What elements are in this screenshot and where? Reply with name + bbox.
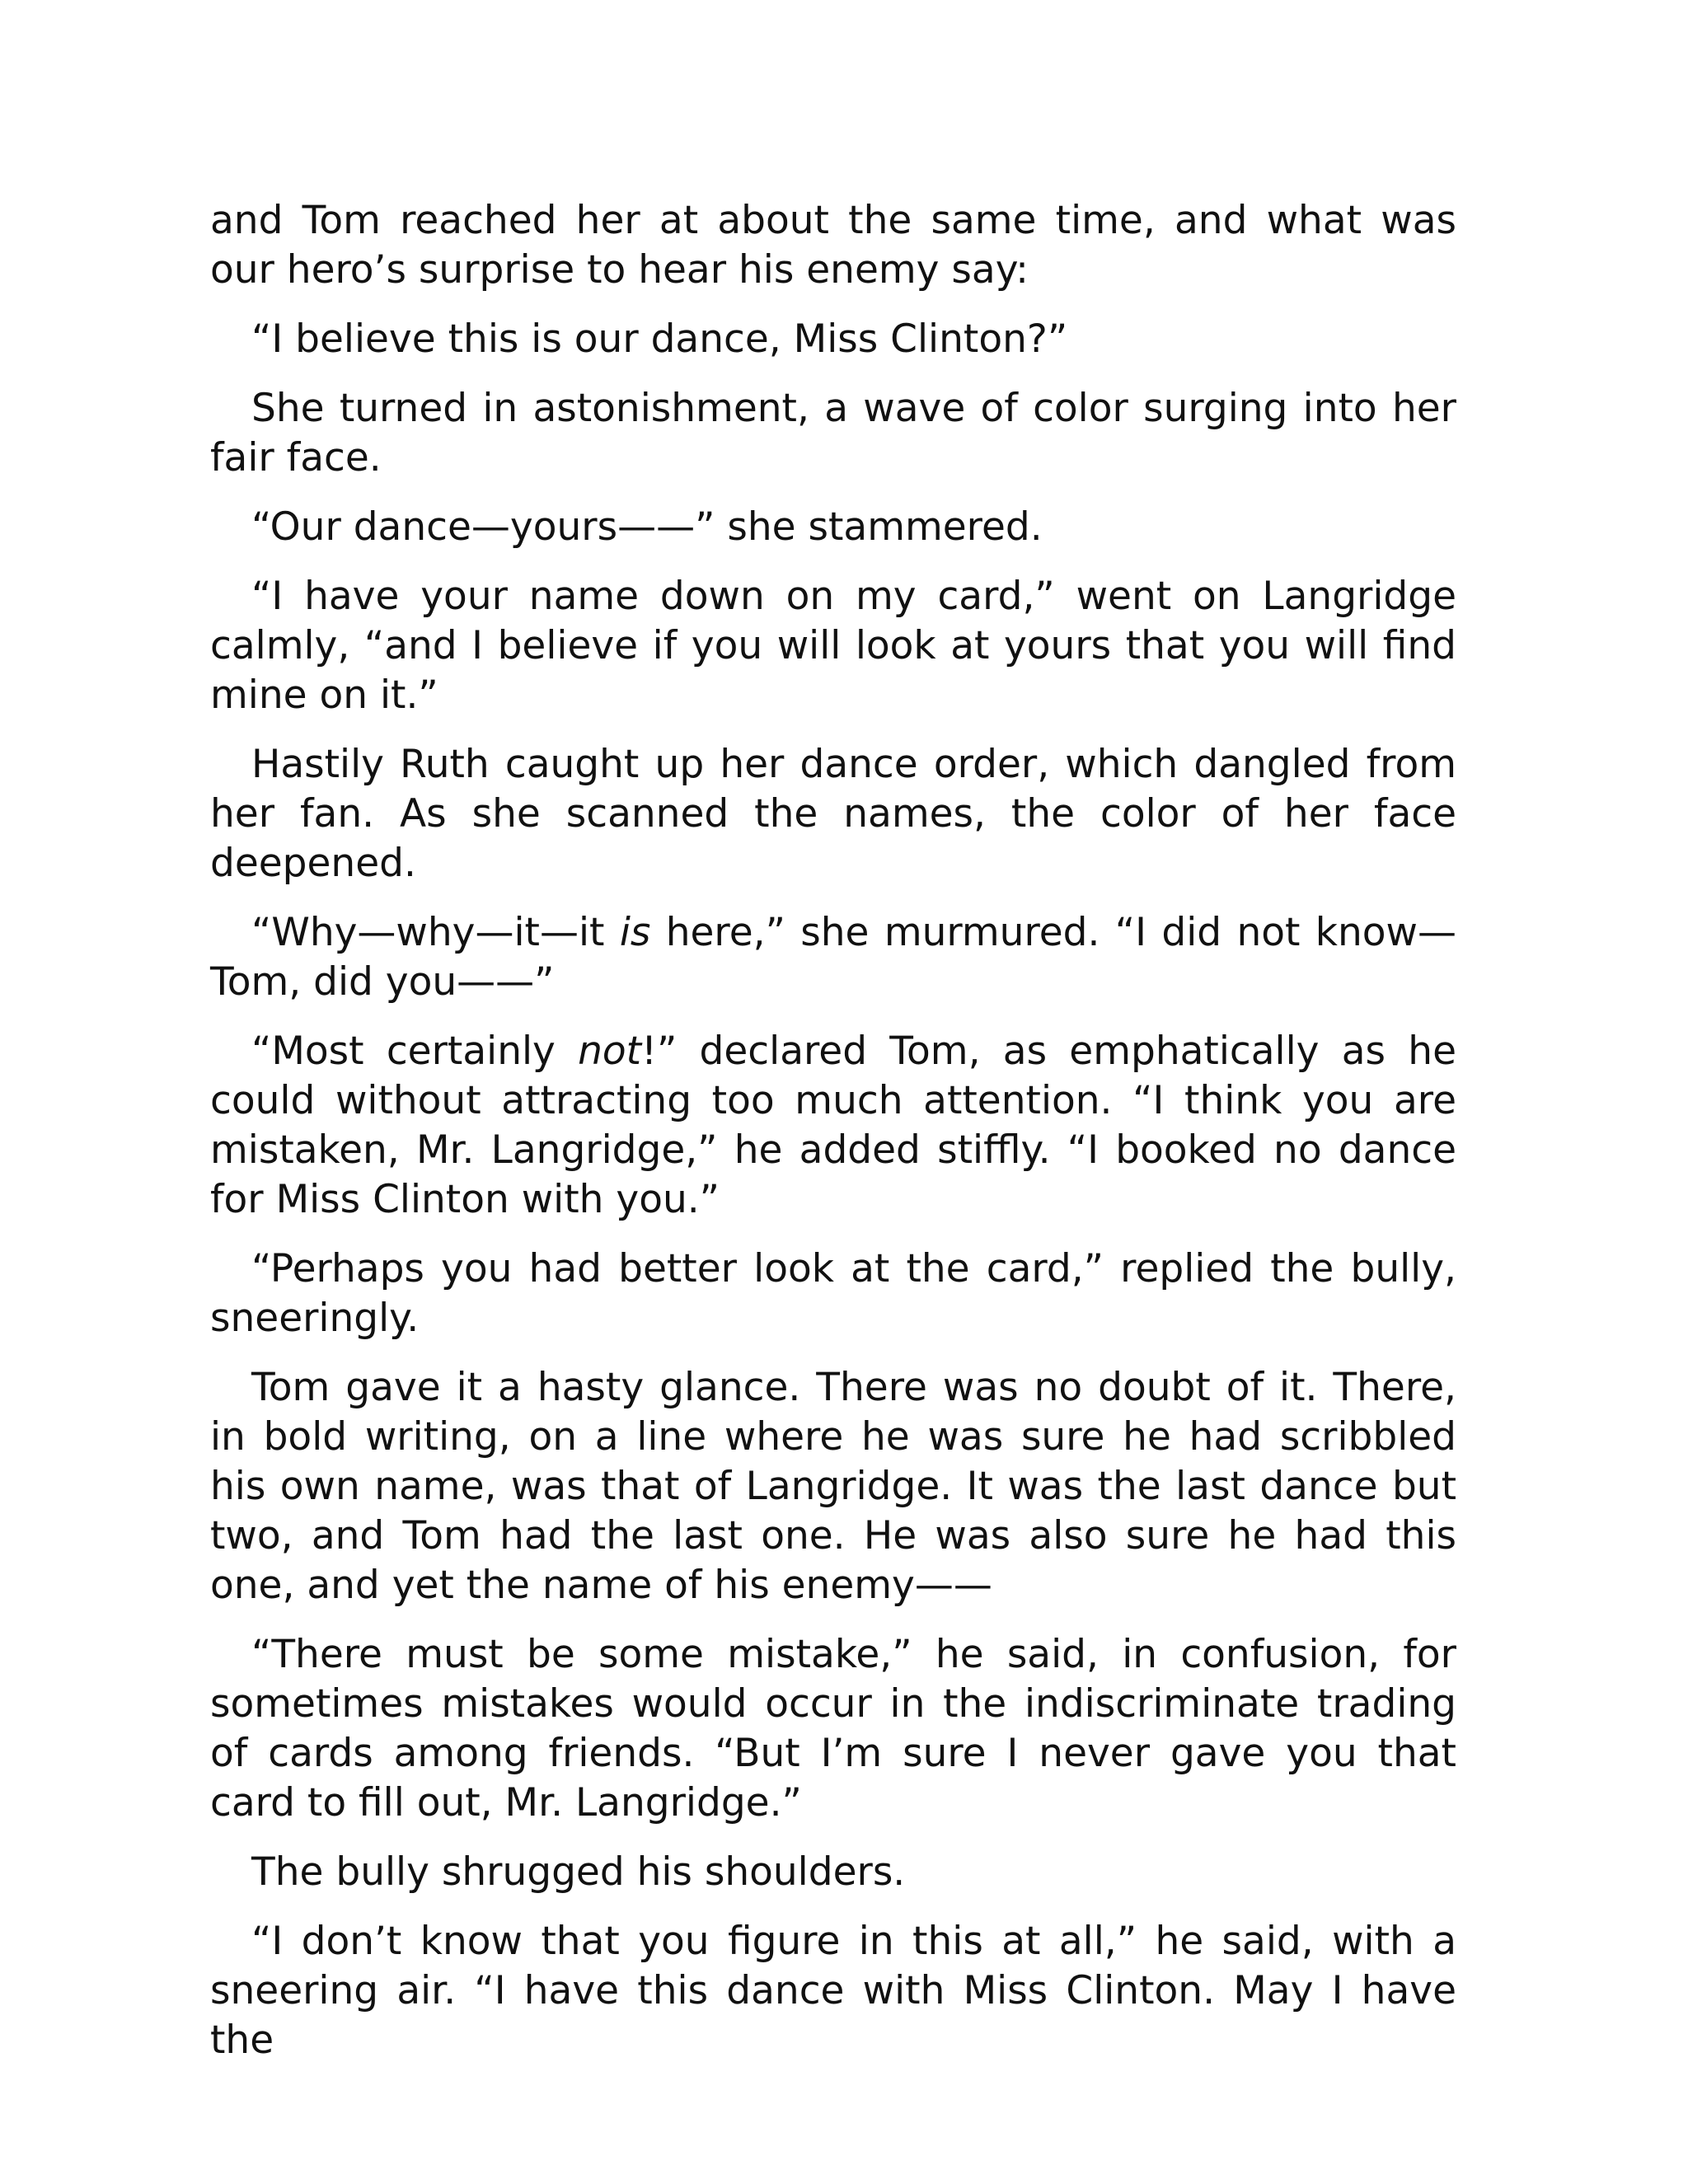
paragraph: Tom gave it a hasty glance. There was no doubt of it. There, in bold writing, on a line where he was sure he had scribbled his own name, was that of Langridge. It was the last dance but two, and Tom had the last one. He was also sure he had this one, and yet the name of his enemy——	[210, 1365, 1456, 1608]
paragraph: “Why—why—it—it is here,” she murmured. “I did not know—Tom, did you——”	[210, 910, 1456, 1005]
paragraph: Hastily Ruth caught up her dance order, which dangled from her fan. As she scanned the names, the color of her face deepened.	[210, 742, 1456, 886]
paragraph: “Our dance—yours——” she stammered.	[251, 504, 1043, 550]
paragraph: “I believe this is our dance, Miss Clinton?”	[251, 316, 1068, 362]
paragraph: The bully shrugged his shoulders.	[251, 1849, 906, 1895]
paragraph: “Perhaps you had better look at the card,” replied the bully, sneeringly.	[210, 1246, 1456, 1341]
paragraph: “There must be some mistake,” he said, in confusion, for sometimes mistakes would occur in the indiscriminate trading of cards among friends. “But I’m sure I never gave you that card to fill out, Mr. Langridge.”	[210, 1632, 1456, 1825]
paragraph: “I have your name down on my card,” went on Langridge calmly, “and I believe if you will look at yours that you will find mine on it.”	[210, 574, 1456, 718]
paragraph: “Most certainly not!” declared Tom, as emphatically as he could without attracting too much attention. “I think you are mistaken, Mr. Langridge,” he added stiffly. “I booked no dance for Miss Clinton with you.”	[210, 1029, 1456, 1222]
emphasis: is	[619, 910, 651, 955]
emphasis: not	[578, 1029, 642, 1074]
paragraph: She turned in astonishment, a wave of color surging into her fair face.	[210, 386, 1456, 480]
page-text-body	[210, 196, 1456, 2085]
paragraph: and Tom reached her at about the same time, and what was our hero’s surprise to hear his enemy say:	[210, 198, 1456, 293]
paragraph: “I don’t know that you figure in this at all,” he said, with a sneering air. “I have this dance with Miss Clinton. May I have the	[210, 1919, 1456, 2063]
